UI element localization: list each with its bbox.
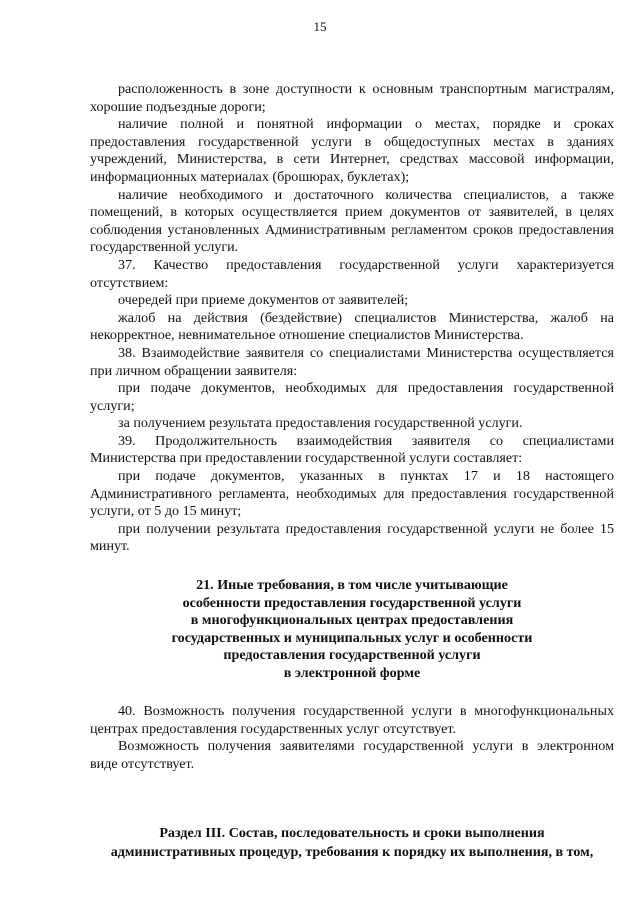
section-21-body [90,703,614,773]
paragraph-37: 37. Качество предоставления государственной услуги характеризуется отсутствием: [90,256,614,291]
part-3-heading [90,824,614,862]
paragraph-40: 40. Возможность получения государственной услуги в многофункциональных центрах предоставления государственных услуг отсутствует. [90,703,614,737]
page-number: 15 [313,19,327,34]
heading-line: государственных и муниципальных услуг и особенности [171,629,533,646]
paragraph-39: 39. Продолжительность взаимодействия заявителя со специалистами Министерства при предоставлении государственной услуги составляет: [90,432,614,467]
paragraph: при подаче документов, указанных в пунктах 17 и 18 настоящего Административного регламента, необходимых для предоставления государственной услуги, от 5 до 15 минут; [90,468,614,520]
heading-line: 21. Иные требования, в том числе учитывающие [196,577,508,593]
body-text [90,81,614,556]
section-21-heading [90,577,614,683]
paragraph: очередей при приеме документов от заявителей; [118,292,409,309]
paragraph: Возможность получения заявителями государственной услуги в электронном виде отсутствует. [90,738,614,772]
heading-line: особенности предоставления государственной услуги [182,594,522,611]
heading-line: Раздел III. Состав, последовательность и сроки выполнения [159,825,545,841]
paragraph: жалоб на действия (бездействие) специалистов Министерства, жалоб на некорректное, невнимательное отношение специалистов Министерства. [90,309,614,344]
paragraph: наличие необходимого и достаточного количества специалистов, а также помещений, в которых осуществляется прием документов от заявителей, в целях соблюдения установленных Административным регламентом сроков предоставления государственной услуги. [90,186,614,256]
heading-line: административных процедур, требования к порядку их выполнения, в том, [110,844,594,860]
paragraph: при получении результата предоставления государственной услуги не более 15 минут. [90,520,614,555]
heading-line: в электронной форме [283,664,421,681]
paragraph: наличие полной и понятной информации о местах, порядке и сроках предоставления государственной услуги в общедоступных местах в зданиях учреждений, Министерства, в сети Интернет, средствах массовой информации, информационных материалах (брошюрах, буклетах); [90,116,614,185]
heading-line: предоставления государственной услуги [223,647,481,664]
paragraph: при подаче документов, необходимых для предоставления государственной услуги; [90,380,614,414]
paragraph: за получением результата предоставления государственной услуги. [118,415,523,432]
heading-line: в многофункциональных центрах предоставления [190,612,514,629]
paragraph-38: 38. Взаимодействие заявителя со специалистами Министерства осуществляется при личном обращении заявителя: [90,344,614,379]
paragraph: расположенность в зоне доступности к основным транспортным магистралям, хорошие подъездные дороги; [90,81,614,115]
